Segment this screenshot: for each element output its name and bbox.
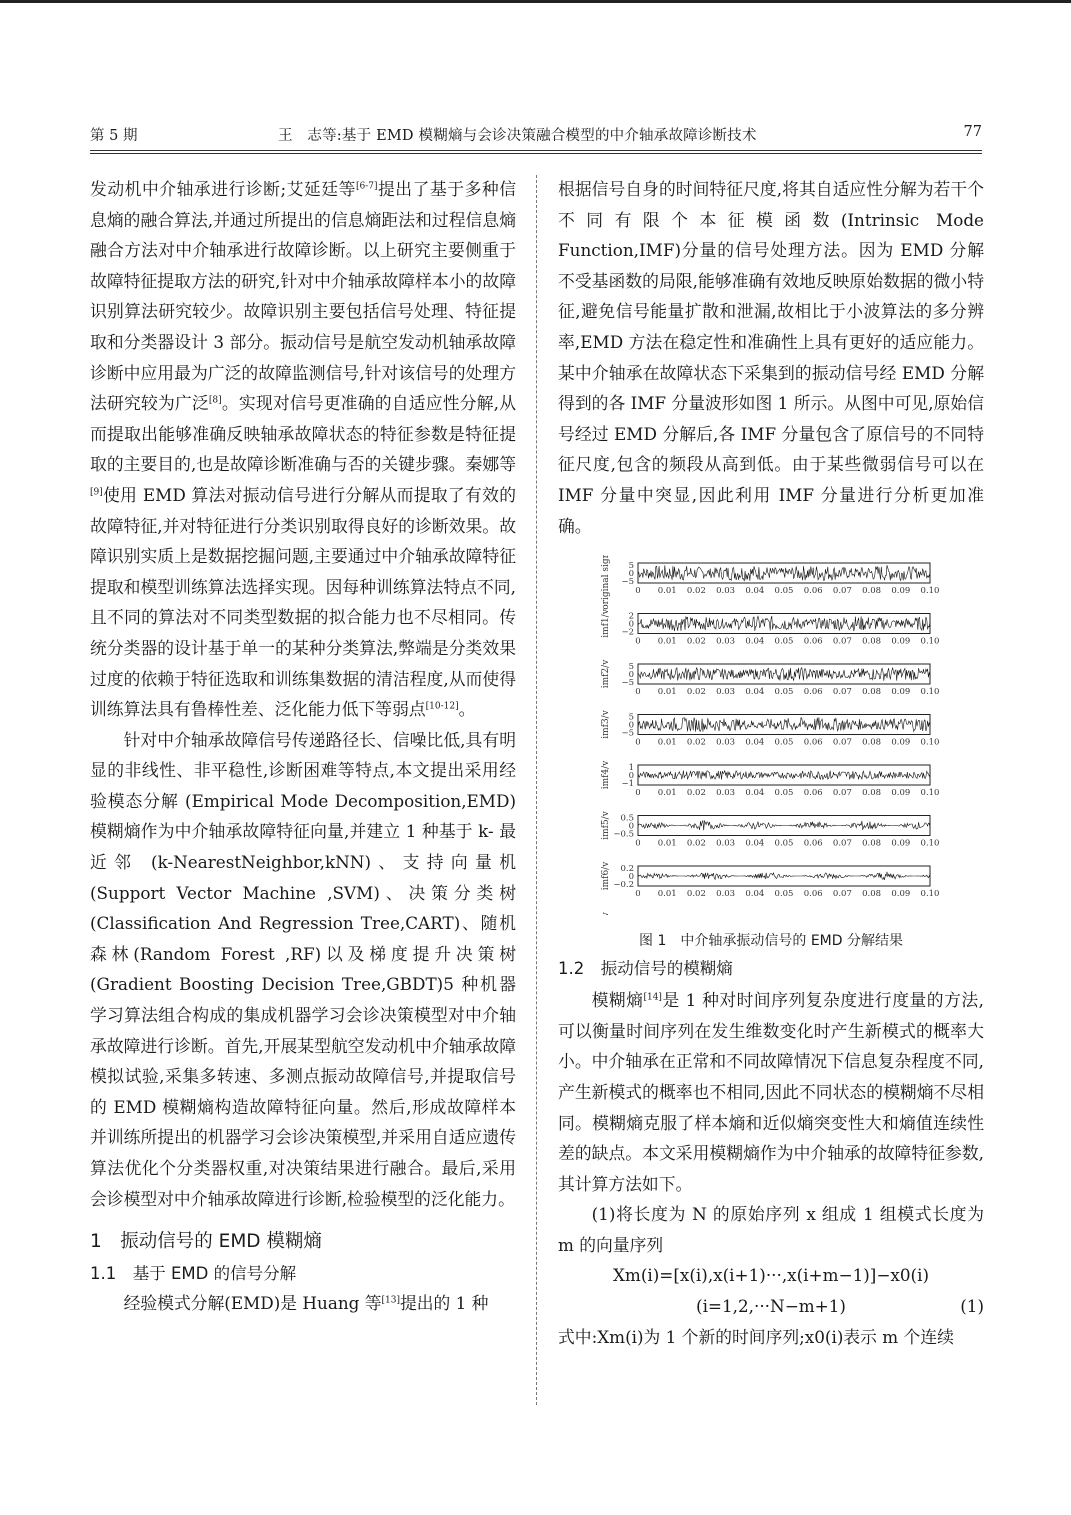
x-tick-label: 0.07 (832, 788, 852, 799)
x-tick-label: 0.05 (774, 737, 794, 748)
x-tick-label: 0.04 (745, 838, 765, 849)
x-tick-label: 0.03 (716, 889, 736, 900)
x-tick-label: 0.05 (774, 687, 794, 698)
section-heading: 1 振动信号的 EMD 模糊熵 (90, 1231, 322, 1253)
x-tick-label: 0.09 (891, 636, 911, 647)
y-tick-label (620, 915, 634, 916)
y-tick-label: 0 (628, 821, 634, 832)
x-tick-label: 0.07 (832, 737, 852, 748)
running-title: 王 志等:基于 EMD 模糊熵与会诊决策融合模型的中介轴承故障诊断技术 (278, 128, 757, 144)
x-tick-label: 0.04 (745, 737, 765, 748)
citation: [6-7] (355, 181, 378, 192)
x-tick-label: 0.10 (920, 737, 940, 748)
panel-ylabel: imf2/v (601, 659, 611, 689)
column-divider (536, 175, 537, 1405)
x-tick-label: 0.06 (803, 737, 823, 748)
x-tick-label: 0.08 (862, 737, 882, 748)
equation-number: (1) (960, 1296, 984, 1317)
signal-trace (638, 565, 930, 581)
y-tick-label: 5 (628, 561, 634, 572)
x-tick-label: 0.04 (745, 788, 765, 799)
x-tick-label: 0.09 (891, 586, 911, 597)
x-tick-label: 0 (635, 737, 641, 748)
emd-panel (601, 810, 939, 848)
y-tick-label: 5 (628, 712, 634, 723)
x-tick-label: 0.04 (745, 687, 765, 698)
y-tick-label: 0.5 (620, 813, 634, 824)
x-tick-label: 0.08 (862, 838, 882, 849)
y-tick-label: 2 (628, 611, 634, 622)
x-tick-label: 0.04 (745, 889, 765, 900)
x-tick-label: 0.01 (657, 889, 677, 900)
subsection-heading: 1.1 基于 EMD 的信号分解 (90, 1264, 297, 1284)
x-tick-label: 0.05 (774, 586, 794, 597)
x-tick-label: 0.10 (920, 586, 940, 597)
x-tick-label: 0.09 (891, 737, 911, 748)
paragraph: 根据信号自身的时间特征尺度,将其自适应性分解为若干个不同有限个本征模函数(Intrinsic Mode Function,IMF)分量的信号处理方法。因为 EMD 分解不受基函数的局限,能够准确有效地反映原始数据的微小特征,避免信号能量扩散和泄漏,故相比于小波算法的多分辨率,EMD 方法在稳定性和准确性上具有更好的适应能力。某中介轴承在故障状态下采集到的振动信号经 EMD 分解得到的各 IMF 分量波形如图 1 所示。从图中可见,原始信号经过 EMD 分解后,各 IMF 分量包含了原信号的不同特征尺度,包含的频段从高到低。由于某些微弱信号可以在 IMF 分量中突显,因此利用 IMF 分量进行分析更加准确。 (558, 179, 984, 536)
emd-panel (601, 659, 939, 697)
x-tick-label: 0.01 (657, 636, 677, 647)
y-tick-label: 0 (628, 569, 634, 580)
top-rule (0, 0, 1071, 3)
x-tick-label: 0.02 (686, 889, 706, 900)
x-tick-label: 0.01 (657, 687, 677, 698)
x-tick-label: 0.10 (920, 788, 940, 799)
x-tick-label: 0.06 (803, 788, 823, 799)
x-tick-label: 0.06 (803, 838, 823, 849)
y-tick-label: 0 (628, 720, 634, 731)
x-tick-label: 0.03 (716, 636, 736, 647)
paragraph: 经验模式分解(EMD)是 Huang 等[13]提出的 1 种 (123, 1293, 489, 1314)
panel-ylabel: imf6/v (601, 861, 611, 891)
x-tick-label: 0.02 (686, 737, 706, 748)
paragraph: 针对中介轴承故障信号传递路径长、信噪比低,具有明显的非线性、非平稳性,诊断困难等特点,本文提出采用经验模态分解 (Empirical Mode Decomposition,EMD)模糊熵作为中介轴承故障特征向量,并建立 1 种基于 k- 最近邻 (k-NearestNeighbor,kNN)、支持向量机(Support Vector Machine ,SVM)、决策分类树(Classification And Regression Tree,CART)、随机森林(Random Forest ,RF)以及梯度提升决策树(Gradient Boosting Decision Tree,GBDT)5 种机器学习算法组合构成的集成机器学习会诊决策模型对中介轴承故障进行诊断。首先,开展某型航空发动机中介轴承故障模拟试验,采集多转速、多测点振动故障信号,并提取信号的 EMD 模糊熵构造故障特征向量。然后,形成故障样本并训练所提出的机器学习会诊决策模型,并采用自适应遗传算法优化个分类器权重,对决策结果进行融合。最后,采用会诊模型对中介轴承故障进行诊断,检验模型的泛化能力。 (90, 729, 516, 1209)
left-column (90, 174, 516, 1319)
panel-ylabel: imf1/v (601, 609, 611, 638)
citation: [9] (90, 487, 103, 498)
x-tick-label: 0.02 (686, 586, 706, 597)
signal-trace (638, 872, 930, 880)
x-tick-label: 0.02 (686, 687, 706, 698)
x-tick-label: 0.06 (803, 636, 823, 647)
x-tick-label: 0.03 (716, 838, 736, 849)
x-tick-label: 0 (635, 636, 641, 647)
citation: [10-12] (425, 701, 459, 712)
emd-decomposition-chart (558, 555, 984, 915)
figure-caption: 图 1 中介轴承振动信号的 EMD 分解结果 (639, 932, 903, 949)
y-tick-label: −5 (621, 728, 634, 739)
x-tick-label: 0.02 (686, 788, 706, 799)
y-tick-label: 0 (628, 872, 634, 883)
y-tick-label: −5 (621, 577, 634, 588)
emd-panel (601, 760, 939, 798)
y-tick-label: −0.2 (613, 880, 634, 891)
equation-1-range: (i=1,2,···N−m+1) (1) (558, 1291, 984, 1322)
x-tick-label: 0 (635, 889, 641, 900)
x-tick-label: 0.04 (745, 586, 765, 597)
x-tick-label: 0.05 (774, 788, 794, 799)
x-tick-label: 0 (635, 788, 641, 799)
x-tick-label: 0.08 (862, 687, 882, 698)
emd-panel (601, 709, 939, 747)
x-tick-label: 0.08 (862, 889, 882, 900)
y-tick-label: 5 (628, 662, 634, 673)
x-tick-label: 0.10 (920, 636, 940, 647)
x-tick-label: 0 (635, 838, 641, 849)
figure-1 (558, 555, 984, 949)
y-tick-label: −5 (621, 678, 634, 689)
x-tick-label: 0.08 (862, 788, 882, 799)
x-tick-label: 0.03 (716, 586, 736, 597)
paragraph: 发动机中介轴承进行诊断;艾延廷等[6-7]提出了基于多种信息熵的融合算法,并通过所提出的信息熵距法和过程信息熵融合方法对中介轴承进行故障诊断。以上研究主要侧重于故障特征提取方法的研究,针对中介轴承故障样本小的故障识别算法研究较少。故障识别主要包括信号处理、特征提取和分类器设计 3 部分。振动信号是航空发动机轴承故障诊断中应用最为广泛的故障监测信号,针对该信号的处理方法研究较为广泛[8]。实现对信号更准确的自适应性分解,从而提取出能够准确反映轴承故障状态的特征参数是特征提取的主要目的,也是故障诊断准确与否的关键步骤。秦娜等[9]使用 EMD 算法对振动信号进行分解从而提取了有效的故障特征,并对特征进行分类识别取得良好的诊断效果。故障识别实质上是数据挖掘问题,主要通过中介轴承故障特征提取和模型训练算法选择实现。因每种训练算法特点不同,且不同的算法对不同类型数据的拟合能力也不尽相同。传统分类器的设计基于单一的某种分类算法,弊端是分类效果过度的依赖于特征选取和训练集数据的清洁程度,从而使得训练算法具有鲁棒性差、泛化能力低下等弱点[10-12]。 (90, 179, 516, 720)
panel-ylabel: imf5/v (601, 811, 611, 840)
x-tick-label: 0.04 (745, 636, 765, 647)
x-tick-label: 0.01 (657, 838, 677, 849)
page-number: 77 (963, 124, 982, 140)
header-rule-2 (90, 153, 982, 154)
equation-1: Xm(i)=[x(i),x(i+1)···,x(i+m−1)]−x0(i) (612, 1265, 930, 1286)
x-tick-label: 0.02 (686, 838, 706, 849)
paragraph: 模糊熵[14]是 1 种对时间序列复杂度进行度量的方法,可以衡量时间序列在发生维数变化时产生新模式的概率大小。中介轴承在正常和不同故障情况下信息复杂程度不同,产生新模式的概率也不相同,因此不同状态的模糊熵不尽相同。模糊熵克服了样本熵和近似熵突变性大和熵值连续性差的缺点。本文采用模糊熵作为中介轴承的故障特征参数,其计算方法如下。 (558, 990, 984, 1194)
x-tick-label: 0.08 (862, 586, 882, 597)
x-tick-label: 0.06 (803, 586, 823, 597)
signal-trace (638, 718, 930, 732)
signal-trace (638, 771, 930, 780)
citation: [8] (208, 395, 222, 406)
x-tick-label: 0.03 (716, 788, 736, 799)
emd-panel (601, 608, 939, 646)
y-tick-label: −1 (621, 779, 634, 790)
x-tick-label: 0.01 (657, 586, 677, 597)
x-tick-label: 0.07 (832, 586, 852, 597)
panel-ylabel: imf3/v (601, 710, 611, 739)
x-tick-label: 0.01 (657, 788, 677, 799)
x-tick-label: 0.01 (657, 737, 677, 748)
panel-ylabel (601, 911, 611, 915)
x-tick-label: 0.03 (716, 687, 736, 698)
x-tick-label: 0.09 (891, 838, 911, 849)
y-tick-label: −2 (621, 627, 634, 638)
x-tick-label: 0.08 (862, 636, 882, 647)
x-tick-label: 0.07 (832, 889, 852, 900)
y-tick-label: 0 (628, 619, 634, 630)
x-tick-label: 0.10 (920, 889, 940, 900)
issue-number: 第 5 期 (90, 128, 138, 144)
emd-panel (601, 861, 939, 899)
x-tick-label: 0.05 (774, 838, 794, 849)
x-tick-label: 0.09 (891, 889, 911, 900)
y-tick-label: 0 (628, 670, 634, 681)
signal-trace (638, 616, 930, 631)
citation: [14] (643, 992, 662, 1003)
panel-ylabel: imf4/v (601, 760, 611, 790)
y-tick-label: 0 (628, 771, 634, 782)
x-tick-label: 0.10 (920, 838, 940, 849)
x-tick-label: 0.07 (832, 687, 852, 698)
x-tick-label: 0.09 (891, 687, 911, 698)
y-tick-label: 1 (628, 763, 634, 774)
x-tick-label: 0.07 (832, 636, 852, 647)
subsection-heading: 1.2 振动信号的模糊熵 (558, 959, 733, 979)
x-tick-label: 0 (635, 687, 641, 698)
panel-ylabel: original signal/v (601, 555, 611, 610)
emd-panel (601, 911, 939, 915)
x-tick-label: 0.02 (686, 636, 706, 647)
x-tick-label: 0.10 (920, 687, 940, 698)
x-tick-label: 0.05 (774, 636, 794, 647)
x-tick-label: 0.09 (891, 788, 911, 799)
signal-trace (638, 668, 930, 681)
emd-panel (601, 555, 939, 610)
running-header (90, 124, 982, 148)
x-tick-label: 0.05 (774, 889, 794, 900)
paragraph: 式中:Xm(i)为 1 个新的时间序列;x0(i)表示 m 个连续 (558, 1326, 954, 1347)
right-column (558, 174, 984, 1352)
x-tick-label: 0.03 (716, 737, 736, 748)
citation: [13] (381, 1295, 400, 1306)
x-tick-label: 0.06 (803, 889, 823, 900)
y-tick-label: −0.5 (613, 829, 634, 840)
x-tick-label: 0.07 (832, 838, 852, 849)
header-rule (90, 150, 982, 151)
y-tick-label: 0.2 (620, 864, 634, 875)
signal-trace (638, 821, 930, 831)
x-tick-label: 0.06 (803, 687, 823, 698)
paragraph: (1)将长度为 N 的原始序列 x 组成 1 组模式长度为 m 的向量序列 (558, 1204, 984, 1255)
x-tick-label: 0 (635, 586, 641, 597)
